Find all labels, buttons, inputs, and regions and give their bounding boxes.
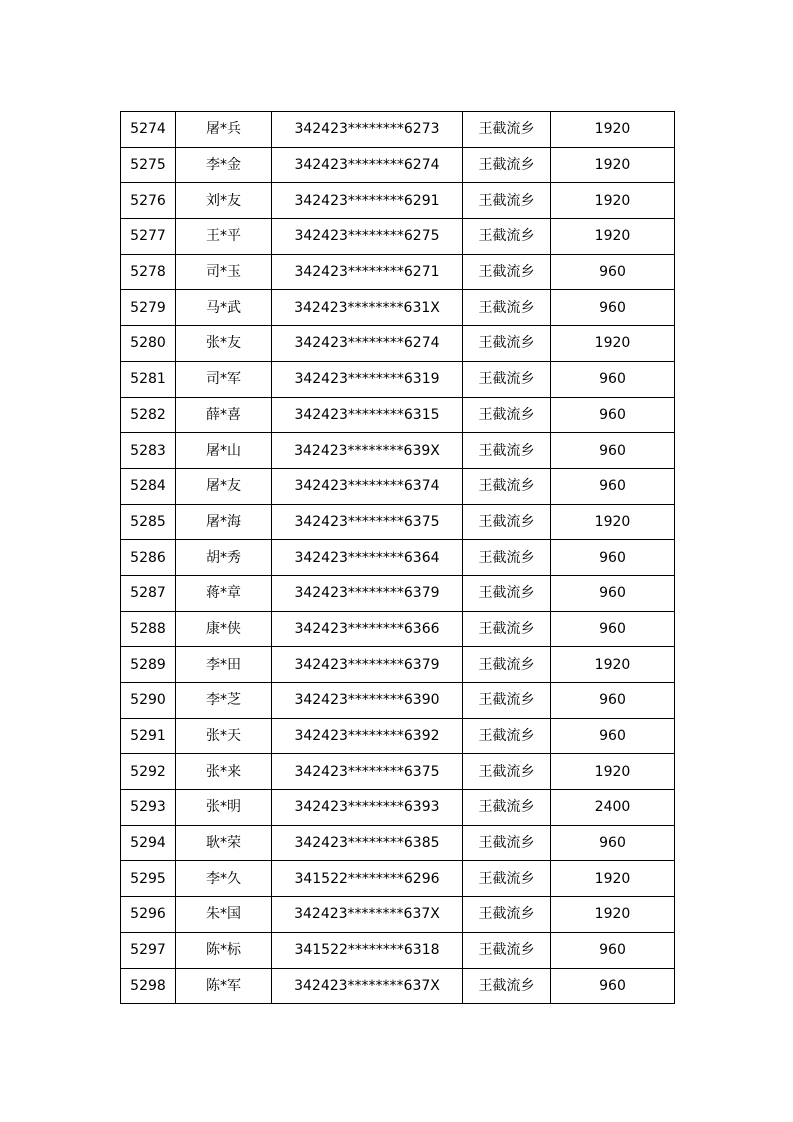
person-name-cell: 耿*荣 bbox=[176, 825, 272, 861]
id-number-cell: 342423********6379 bbox=[272, 647, 463, 683]
id-number-cell: 342423********6374 bbox=[272, 468, 463, 504]
person-name-cell: 李*田 bbox=[176, 647, 272, 683]
township-cell: 王截流乡 bbox=[463, 254, 551, 290]
table-row bbox=[121, 254, 675, 290]
amount-cell: 1920 bbox=[551, 183, 675, 219]
table-row bbox=[121, 861, 675, 897]
amount-cell: 1920 bbox=[551, 147, 675, 183]
township-cell: 王截流乡 bbox=[463, 147, 551, 183]
id-number-cell: 342423********6379 bbox=[272, 575, 463, 611]
row-number-cell: 5298 bbox=[121, 968, 176, 1004]
person-name-cell: 康*侠 bbox=[176, 611, 272, 647]
amount-cell: 960 bbox=[551, 683, 675, 719]
table-row bbox=[121, 790, 675, 826]
amount-cell: 1920 bbox=[551, 326, 675, 362]
township-cell: 王截流乡 bbox=[463, 683, 551, 719]
person-name-cell: 屠*海 bbox=[176, 504, 272, 540]
id-number-cell: 342423********6375 bbox=[272, 504, 463, 540]
row-number-cell: 5289 bbox=[121, 647, 176, 683]
amount-cell: 1920 bbox=[551, 754, 675, 790]
amount-cell: 960 bbox=[551, 468, 675, 504]
id-number-cell: 342423********6392 bbox=[272, 718, 463, 754]
township-cell: 王截流乡 bbox=[463, 361, 551, 397]
table-row bbox=[121, 754, 675, 790]
row-number-cell: 5297 bbox=[121, 932, 176, 968]
id-number-cell: 342423********6275 bbox=[272, 219, 463, 255]
amount-cell: 2400 bbox=[551, 790, 675, 826]
amount-cell: 960 bbox=[551, 825, 675, 861]
person-name-cell: 屠*友 bbox=[176, 468, 272, 504]
table-row bbox=[121, 326, 675, 362]
id-number-cell: 342423********6271 bbox=[272, 254, 463, 290]
row-number-cell: 5293 bbox=[121, 790, 176, 826]
person-name-cell: 胡*秀 bbox=[176, 540, 272, 576]
township-cell: 王截流乡 bbox=[463, 183, 551, 219]
person-name-cell: 王*平 bbox=[176, 219, 272, 255]
amount-cell: 960 bbox=[551, 397, 675, 433]
id-number-cell: 342423********6390 bbox=[272, 683, 463, 719]
township-cell: 王截流乡 bbox=[463, 825, 551, 861]
township-cell: 王截流乡 bbox=[463, 504, 551, 540]
person-name-cell: 张*来 bbox=[176, 754, 272, 790]
id-number-cell: 342423********6291 bbox=[272, 183, 463, 219]
row-number-cell: 5291 bbox=[121, 718, 176, 754]
person-name-cell: 薛*喜 bbox=[176, 397, 272, 433]
row-number-cell: 5279 bbox=[121, 290, 176, 326]
id-number-cell: 342423********6315 bbox=[272, 397, 463, 433]
township-cell: 王截流乡 bbox=[463, 790, 551, 826]
table-row bbox=[121, 718, 675, 754]
amount-cell: 1920 bbox=[551, 504, 675, 540]
township-cell: 王截流乡 bbox=[463, 932, 551, 968]
township-cell: 王截流乡 bbox=[463, 219, 551, 255]
row-number-cell: 5288 bbox=[121, 611, 176, 647]
id-number-cell: 342423********6274 bbox=[272, 326, 463, 362]
amount-cell: 1920 bbox=[551, 112, 675, 148]
table-row bbox=[121, 504, 675, 540]
table-row bbox=[121, 647, 675, 683]
person-name-cell: 马*武 bbox=[176, 290, 272, 326]
township-cell: 王截流乡 bbox=[463, 468, 551, 504]
table-row bbox=[121, 611, 675, 647]
person-name-cell: 刘*友 bbox=[176, 183, 272, 219]
person-name-cell: 李*久 bbox=[176, 861, 272, 897]
township-cell: 王截流乡 bbox=[463, 290, 551, 326]
id-number-cell: 342423********637X bbox=[272, 897, 463, 933]
amount-cell: 960 bbox=[551, 968, 675, 1004]
amount-cell: 960 bbox=[551, 540, 675, 576]
table-row bbox=[121, 897, 675, 933]
row-number-cell: 5294 bbox=[121, 825, 176, 861]
person-name-cell: 屠*山 bbox=[176, 433, 272, 469]
township-cell: 王截流乡 bbox=[463, 647, 551, 683]
amount-cell: 960 bbox=[551, 361, 675, 397]
township-cell: 王截流乡 bbox=[463, 897, 551, 933]
id-number-cell: 342423********6273 bbox=[272, 112, 463, 148]
row-number-cell: 5284 bbox=[121, 468, 176, 504]
person-name-cell: 张*友 bbox=[176, 326, 272, 362]
table-row bbox=[121, 968, 675, 1004]
township-cell: 王截流乡 bbox=[463, 326, 551, 362]
subsidy-roster-table bbox=[120, 111, 675, 1004]
row-number-cell: 5278 bbox=[121, 254, 176, 290]
id-number-cell: 342423********6364 bbox=[272, 540, 463, 576]
township-cell: 王截流乡 bbox=[463, 754, 551, 790]
table-row bbox=[121, 397, 675, 433]
amount-cell: 1920 bbox=[551, 897, 675, 933]
table-row bbox=[121, 468, 675, 504]
person-name-cell: 朱*国 bbox=[176, 897, 272, 933]
table-row bbox=[121, 290, 675, 326]
table-row bbox=[121, 575, 675, 611]
id-number-cell: 342423********631X bbox=[272, 290, 463, 326]
id-number-cell: 342423********6319 bbox=[272, 361, 463, 397]
township-cell: 王截流乡 bbox=[463, 968, 551, 1004]
person-name-cell: 张*明 bbox=[176, 790, 272, 826]
person-name-cell: 屠*兵 bbox=[176, 112, 272, 148]
row-number-cell: 5274 bbox=[121, 112, 176, 148]
row-number-cell: 5292 bbox=[121, 754, 176, 790]
amount-cell: 1920 bbox=[551, 647, 675, 683]
amount-cell: 1920 bbox=[551, 219, 675, 255]
table-row bbox=[121, 219, 675, 255]
person-name-cell: 张*天 bbox=[176, 718, 272, 754]
row-number-cell: 5277 bbox=[121, 219, 176, 255]
amount-cell: 960 bbox=[551, 254, 675, 290]
township-cell: 王截流乡 bbox=[463, 861, 551, 897]
table-row bbox=[121, 540, 675, 576]
township-cell: 王截流乡 bbox=[463, 397, 551, 433]
amount-cell: 960 bbox=[551, 932, 675, 968]
township-cell: 王截流乡 bbox=[463, 575, 551, 611]
id-number-cell: 341522********6318 bbox=[272, 932, 463, 968]
row-number-cell: 5283 bbox=[121, 433, 176, 469]
row-number-cell: 5296 bbox=[121, 897, 176, 933]
table-row bbox=[121, 683, 675, 719]
township-cell: 王截流乡 bbox=[463, 540, 551, 576]
row-number-cell: 5275 bbox=[121, 147, 176, 183]
row-number-cell: 5285 bbox=[121, 504, 176, 540]
table-row bbox=[121, 147, 675, 183]
row-number-cell: 5280 bbox=[121, 326, 176, 362]
table-row bbox=[121, 112, 675, 148]
id-number-cell: 342423********6393 bbox=[272, 790, 463, 826]
row-number-cell: 5276 bbox=[121, 183, 176, 219]
id-number-cell: 342423********639X bbox=[272, 433, 463, 469]
person-name-cell: 李*金 bbox=[176, 147, 272, 183]
table-row bbox=[121, 361, 675, 397]
row-number-cell: 5282 bbox=[121, 397, 176, 433]
id-number-cell: 342423********6385 bbox=[272, 825, 463, 861]
row-number-cell: 5286 bbox=[121, 540, 176, 576]
township-cell: 王截流乡 bbox=[463, 718, 551, 754]
person-name-cell: 李*芝 bbox=[176, 683, 272, 719]
row-number-cell: 5287 bbox=[121, 575, 176, 611]
amount-cell: 1920 bbox=[551, 861, 675, 897]
roster-table-body bbox=[121, 112, 675, 1004]
id-number-cell: 342423********6375 bbox=[272, 754, 463, 790]
table-row bbox=[121, 183, 675, 219]
township-cell: 王截流乡 bbox=[463, 611, 551, 647]
person-name-cell: 司*军 bbox=[176, 361, 272, 397]
township-cell: 王截流乡 bbox=[463, 112, 551, 148]
amount-cell: 960 bbox=[551, 611, 675, 647]
person-name-cell: 陈*标 bbox=[176, 932, 272, 968]
id-number-cell: 341522********6296 bbox=[272, 861, 463, 897]
township-cell: 王截流乡 bbox=[463, 433, 551, 469]
amount-cell: 960 bbox=[551, 290, 675, 326]
person-name-cell: 蒋*章 bbox=[176, 575, 272, 611]
id-number-cell: 342423********637X bbox=[272, 968, 463, 1004]
table-row bbox=[121, 825, 675, 861]
person-name-cell: 司*玉 bbox=[176, 254, 272, 290]
amount-cell: 960 bbox=[551, 433, 675, 469]
row-number-cell: 5290 bbox=[121, 683, 176, 719]
person-name-cell: 陈*军 bbox=[176, 968, 272, 1004]
id-number-cell: 342423********6274 bbox=[272, 147, 463, 183]
id-number-cell: 342423********6366 bbox=[272, 611, 463, 647]
amount-cell: 960 bbox=[551, 718, 675, 754]
amount-cell: 960 bbox=[551, 575, 675, 611]
row-number-cell: 5295 bbox=[121, 861, 176, 897]
row-number-cell: 5281 bbox=[121, 361, 176, 397]
table-row bbox=[121, 433, 675, 469]
table-row bbox=[121, 932, 675, 968]
